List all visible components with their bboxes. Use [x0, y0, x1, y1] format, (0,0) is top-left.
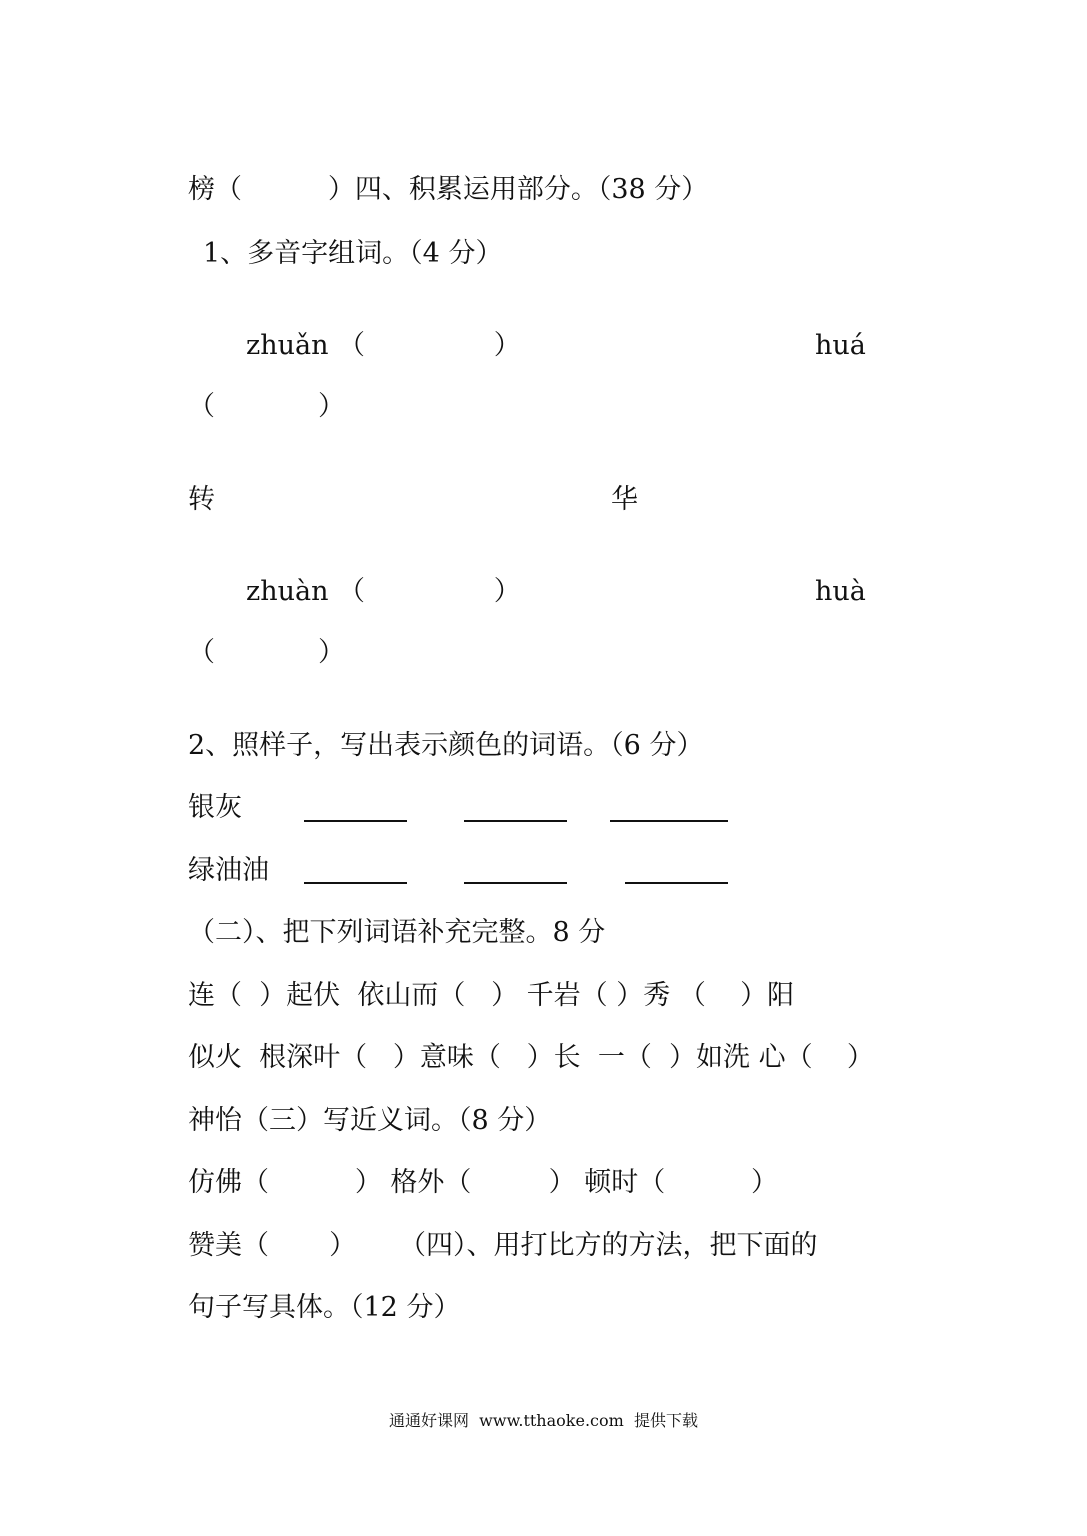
- line-idioms-1: [0, 976, 795, 1016]
- section-four-b-text: 赞美（ ） （四）、用打比方的方法，把下面的: [188, 1230, 818, 1261]
- page-footer: 通通好课网 www.tthaoke.com 提供下载: [389, 1411, 698, 1430]
- answer-paren-hua4: （ ）: [188, 637, 345, 668]
- line-idioms-2: [0, 1038, 874, 1078]
- line-section-four-heading: [0, 170, 709, 210]
- section-two-text: （二）、把下列词语补充完整。8 分: [188, 917, 606, 948]
- line-pinyin-row-1: [0, 326, 866, 366]
- section-three-text: 神怡（三）写近义词。（8 分）: [188, 1105, 552, 1136]
- answer-blank: [304, 820, 407, 822]
- example-word-yinhui: 银灰: [188, 792, 242, 823]
- line-pinyin-row-2: [0, 572, 866, 612]
- answer-blank: [464, 882, 567, 884]
- section-four-b-cont-text: 句子写具体。（12 分）: [188, 1292, 461, 1323]
- answer-blank: [464, 820, 567, 822]
- answer-blank: [304, 882, 407, 884]
- line-color-lvyouyou: [0, 851, 269, 891]
- char-hua: 华: [611, 484, 638, 515]
- line-question-2: [0, 726, 704, 766]
- answer-blank: [625, 882, 728, 884]
- pinyin-zhuan3: zhuǎn: [246, 330, 329, 361]
- line-paren-row-1: [0, 387, 345, 427]
- answer-paren-zhuan4: （ ）: [338, 576, 521, 607]
- idioms-text-2: 似火 根深叶（ ）意味（ ）长 一（ ）如洗 心（ ）: [188, 1042, 874, 1073]
- line-paren-row-2: [0, 633, 345, 673]
- line-question-1: [0, 234, 503, 274]
- pinyin-zhuan4: zhuàn: [246, 576, 329, 607]
- answer-paren-hua2: （ ）: [188, 391, 345, 422]
- idioms-text-1: 连（ ）起伏 依山而（ ） 千岩（ ）秀 （ ）阳: [188, 980, 795, 1011]
- section-four-text: 榜（ ）四、积累运用部分。（38 分）: [188, 174, 709, 205]
- line-synonyms: [0, 1163, 779, 1203]
- answer-blank: [610, 820, 728, 822]
- line-section-two-heading: [0, 913, 606, 953]
- pinyin-hua2: huá: [815, 330, 866, 361]
- pinyin-hua4: huà: [815, 576, 866, 607]
- line-section-four-b-cont: [0, 1288, 461, 1328]
- line-characters: [0, 480, 638, 520]
- question-1-text: 1、多音字组词。（4 分）: [203, 238, 503, 269]
- line-color-yinhui: [0, 788, 242, 828]
- answer-paren-zhuan3: （ ）: [338, 330, 521, 361]
- char-zhuan: 转: [188, 484, 215, 515]
- line-section-three-heading: [0, 1101, 552, 1141]
- example-word-lvyouyou: 绿油油: [188, 855, 269, 886]
- line-section-four-b: [0, 1226, 818, 1266]
- question-2-text: 2、照样子，写出表示颜色的词语。（6 分）: [188, 730, 704, 761]
- synonyms-text: 仿佛（ ） 格外（ ） 顿时（ ）: [188, 1167, 779, 1198]
